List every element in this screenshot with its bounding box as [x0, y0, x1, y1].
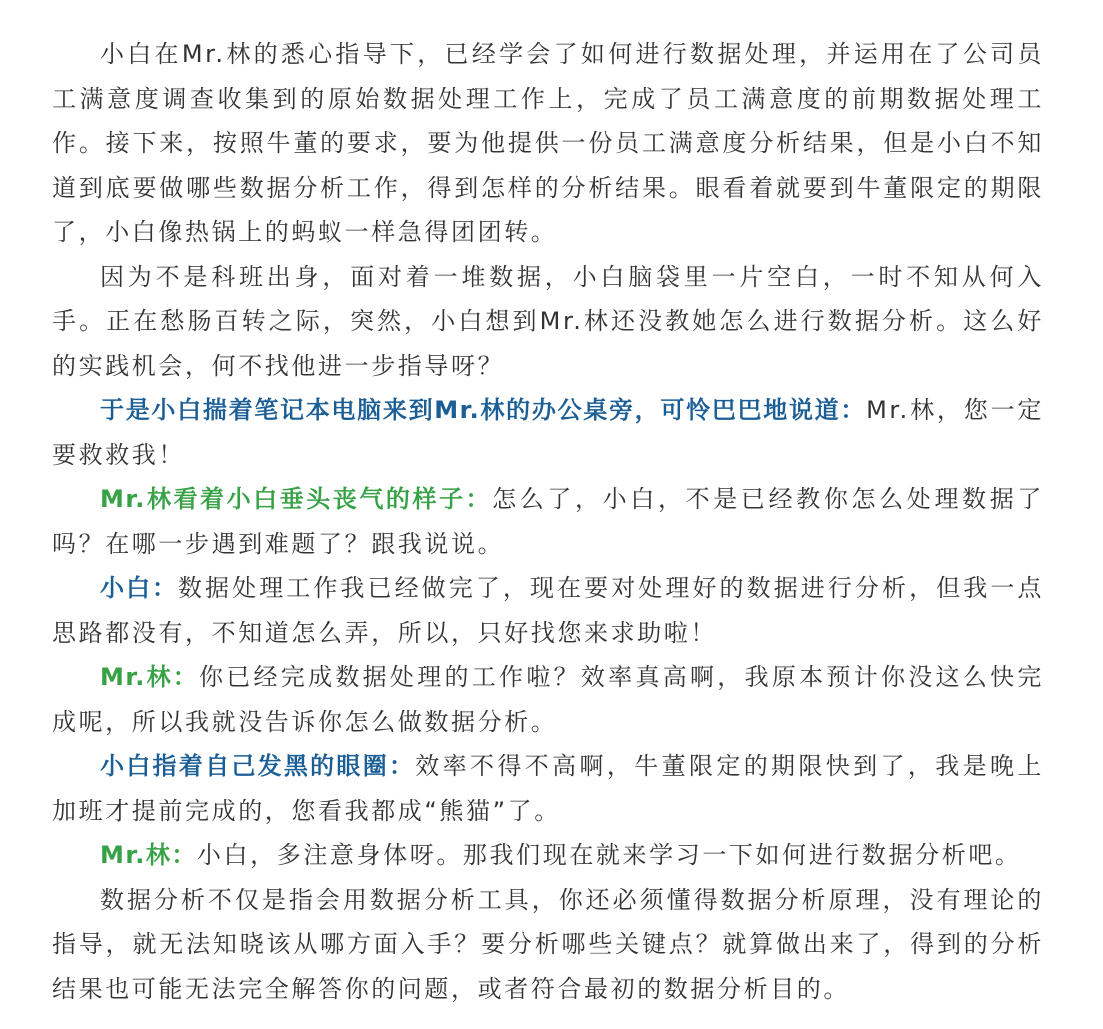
dialogue-text: 效率不得不高啊，牛董限定的期限快到了，我是晚上加班才提前完成的，您看我都成“熊猫”了。 [52, 752, 1044, 825]
dialogue-paragraph [52, 388, 1044, 477]
dialogue-paragraph [52, 833, 1044, 878]
narration-paragraph [52, 255, 1044, 389]
paragraph-text: 数据分析不仅是指会用数据分析工具，你还必须懂得数据分析原理，没有理论的指导，就无法知晓该从哪方面入手？要分析哪些关键点？就算做出来了，得到的分析结果也可能无法完全解答你的问题，或者符合最初的数据分析目的。 [52, 885, 1044, 1003]
paragraph-text: 因为不是科班出身，面对着一堆数据，小白脑袋里一片空白，一时不知从何入手。正在愁肠百转之际，突然，小白想到Mr.林还没教她怎么进行数据分析。这么好的实践机会，何不找他进一步指导呀？ [52, 262, 1044, 380]
dialogue-paragraph [52, 744, 1044, 833]
dialogue-text: 数据处理工作我已经做完了，现在要对处理好的数据进行分析，但我一点思路都没有，不知道怎么弄，所以，只好找您来求助啦！ [52, 574, 1045, 647]
paragraph-text: 小白在Mr.林的悉心指导下，已经学会了如何进行数据处理，并运用在了公司员工满意度调查收集到的原始数据处理工作上，完成了员工满意度的前期数据处理工作。接下来，按照牛董的要求，要为他提供一份员工满意度分析结果，但是小白不知道到底要做哪些数据分析工作，得到怎样的分析结果。眼看着就要到牛董限定的期限了，小白像热锅上的蚂蚁一样急得团团转。 [52, 40, 1044, 246]
speaker-mrlin: Mr.林看着小白垂头丧气的样子： [100, 485, 493, 513]
dialogue-text: 怎么了，小白，不是已经教你怎么处理数据了吗？在哪一步遇到难题了？跟我说说。 [52, 485, 1045, 558]
dialogue-text: 小白，多注意身体呀。那我们现在就来学习一下如何进行数据分析吧。 [196, 841, 1022, 869]
dialogue-paragraph [52, 566, 1044, 655]
dialogue-text: 你已经完成数据处理的工作啦？效率真高啊，我原本预计你没这么快完成呢，所以我就没告诉你怎么做数据分析。 [52, 663, 1044, 736]
speaker-xiaobai: 小白： [100, 574, 178, 602]
speaker-mrlin: Mr.林： [100, 663, 199, 691]
dialogue-text: Mr.林，您一定要救救我！ [52, 396, 1044, 469]
narration-paragraph [52, 878, 1044, 1012]
document-page [52, 32, 1044, 1011]
speaker-mrlin: Mr.林： [100, 841, 197, 869]
dialogue-paragraph [52, 655, 1044, 744]
speaker-xiaobai: 小白指着自己发黑的眼圈： [100, 752, 416, 780]
narration-paragraph [52, 32, 1044, 255]
dialogue-paragraph [52, 477, 1044, 566]
speaker-xiaobai: 于是小白揣着笔记本电脑来到Mr.林的办公桌旁，可怜巴巴地说道： [100, 396, 867, 424]
